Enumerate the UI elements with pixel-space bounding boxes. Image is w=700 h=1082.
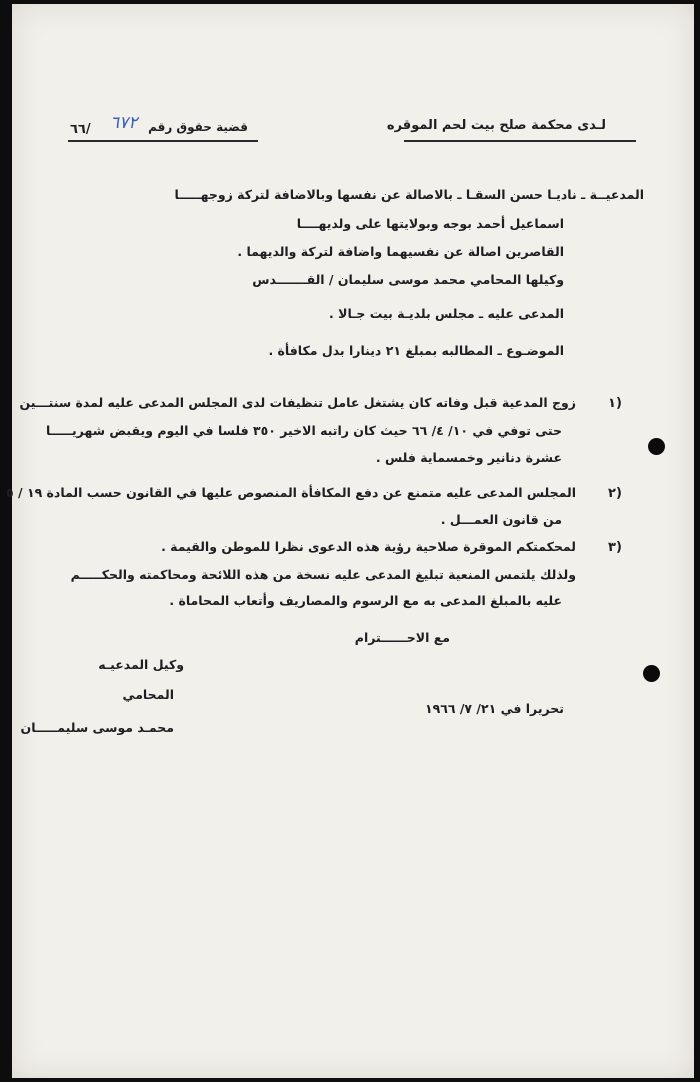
clause-2-line-2: من قانون العمـــل . <box>440 512 562 527</box>
clause-2-line-1: المجلس المدعى عليه متمنع عن دفع المكافأة المنصوص عليها في القانون حسب المادة ١٩ / ٥ <box>6 485 576 500</box>
punch-hole-upper <box>648 438 665 455</box>
court-heading: لـدى محكمة صلح بيت لحم الموقره <box>386 118 606 133</box>
request-line-1: ولذلك يلتمس المنعية تبليغ المدعى عليه نسخة من هذه اللائحة ومحاكمته والحكـــــم <box>70 567 576 582</box>
court-underline <box>404 140 636 142</box>
clause-1-line-1: زوج المدعية قبل وفاته كان يشتغل عامل تنظيفات لدى المجلس المدعى عليه لمدة سنتـــين <box>19 395 576 410</box>
clause-3-number: ٣) <box>608 540 622 555</box>
case-label: قضية حقوق رقم <box>148 120 248 134</box>
plaintiff-line-3: القاصرين اصالة عن نفسيهما واضافة لتركة والديهما . <box>237 244 564 259</box>
case-underline <box>68 140 258 142</box>
plaintiff-line-2: اسماعيل أحمد بوجه وبولايتها على ولديهــــا <box>296 216 564 231</box>
punch-hole-lower <box>643 665 660 682</box>
case-number-handwritten: ٦٧٢ <box>110 113 138 133</box>
request-line-2: عليه بالمبلغ المدعى به مع الرسوم والمصاريف وأتعاب المحاماة . <box>169 593 562 608</box>
closing-respect: مع الاحــــــترام <box>354 630 450 645</box>
clause-2-number: ٢) <box>608 486 622 501</box>
attorney-line: وكيلها المحامي محمد موسى سليمان / القـــــــدس <box>252 272 564 287</box>
signature-title: وكيل المدعيـه <box>98 657 184 672</box>
clause-1-number: ١) <box>608 396 622 411</box>
case-year: ٦٦/ <box>70 122 91 137</box>
clause-1-line-3: عشرة دنانير وخمسماية فلس . <box>375 450 562 465</box>
subject-line: الموضـوع ـ المطالبه بمبلغ ٢١ دينارا بدل مكافأة . <box>268 343 564 358</box>
signature-role: المحامي <box>122 687 174 702</box>
clause-1-line-2: حتى توفي في ١٠/ ٤/ ٦٦ حيث كان راتبه الاخير ٣٥٠ فلسا في اليوم ويقبض شهريـــــا <box>45 423 562 438</box>
document-page <box>6 4 694 1078</box>
signature-name: محمـد موسى سليمـــــان <box>20 720 174 735</box>
date-line: تحريرا في ٢١/ ٧/ ١٩٦٦ <box>424 701 564 716</box>
defendant-line: المدعى عليه ـ مجلس بلديـة بيت جـالا . <box>329 306 564 321</box>
clause-3-line-1: لمحكمتكم الموقرة صلاحية رؤية هذه الدعوى نظرا للموطن والقيمة . <box>161 539 576 554</box>
plaintiff-line-1: المدعيــة ـ ناديـا حسن السقـا ـ بالاصالة عن نفسها وبالاضافة لتركة زوجهـــــا <box>174 187 644 202</box>
